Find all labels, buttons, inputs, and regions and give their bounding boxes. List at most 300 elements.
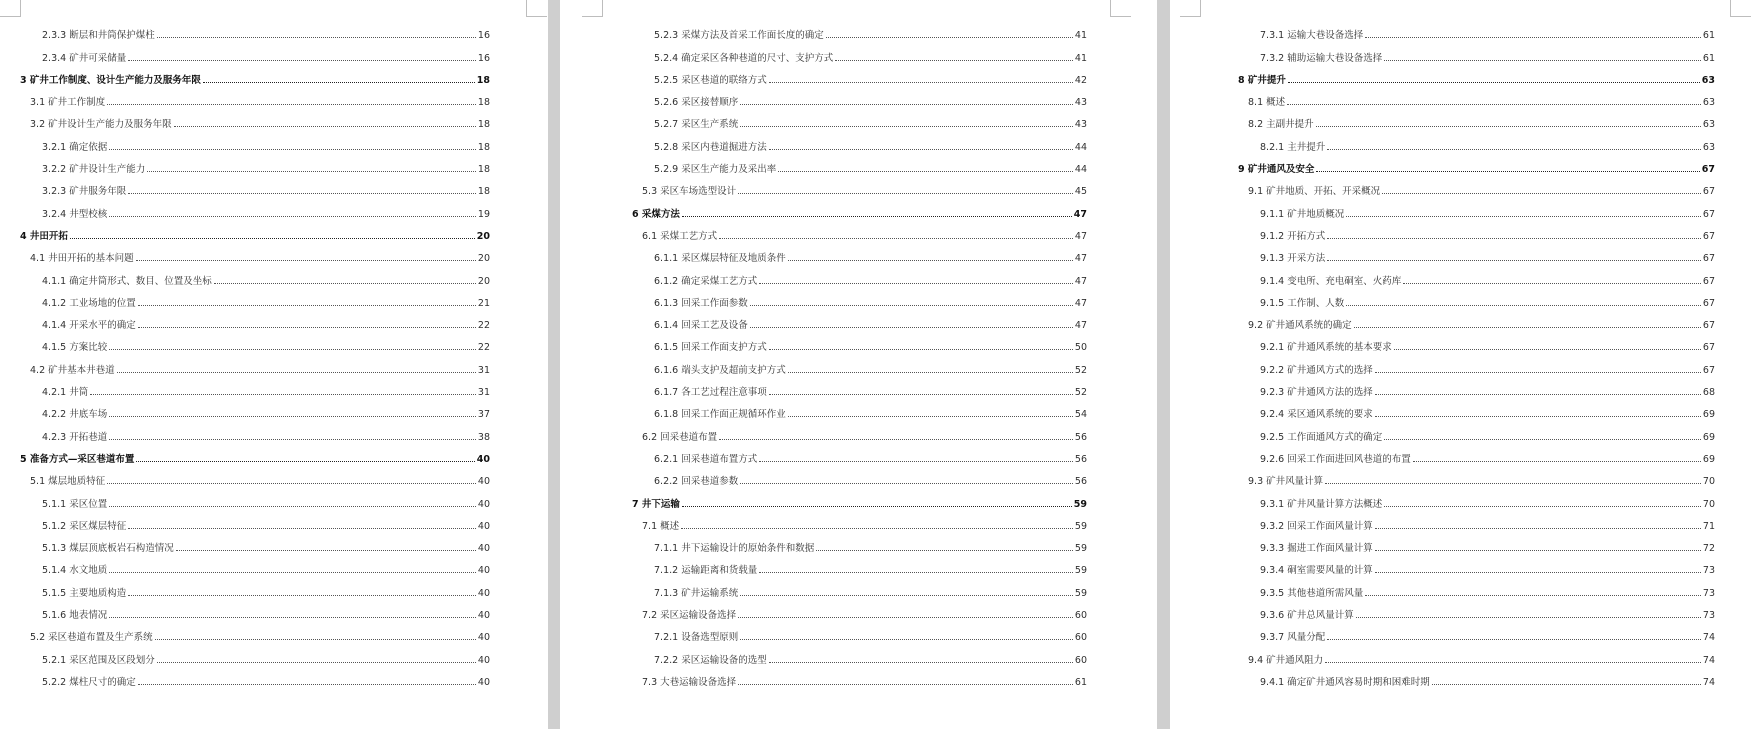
toc-entry-page-number: 31 (477, 364, 490, 376)
toc-entry[interactable] (632, 134, 1087, 156)
toc-dot-leader (176, 550, 476, 551)
toc-entry-page-number: 20 (477, 275, 490, 287)
toc-entry[interactable] (632, 580, 1087, 602)
toc-entry-page-number: 68 (1702, 387, 1715, 399)
toc-dot-leader (128, 193, 476, 194)
toc-entry-page-number: 18 (477, 141, 490, 153)
toc-dot-leader (1288, 82, 1700, 83)
toc-dot-leader (681, 528, 1073, 529)
toc-dot-leader (682, 506, 1072, 507)
toc-dot-leader (738, 684, 1073, 685)
toc-entry-page-number: 40 (477, 632, 490, 644)
toc-entry-page-number: 22 (477, 320, 490, 332)
toc-entry-page-number: 21 (477, 297, 490, 309)
toc-entry-title: 5.2.4 确定采区各种巷道的尺寸、支护方式 (654, 52, 834, 64)
toc-dot-leader (826, 37, 1073, 38)
toc-entry-page-number: 59 (1074, 520, 1087, 532)
toc-entry-page-number: 67 (1702, 320, 1715, 332)
toc-entry-page-number: 40 (477, 565, 490, 577)
toc-entry-page-number: 37 (477, 409, 490, 421)
toc-entry-title: 6.1 采煤工艺方式 (642, 230, 718, 242)
toc-entry-title: 9.1.1 矿井地质概况 (1260, 208, 1345, 220)
toc-entry-page-number: 40 (477, 520, 490, 532)
toc-entry[interactable] (1238, 179, 1715, 201)
toc-dot-leader (1346, 216, 1701, 217)
toc-dot-leader (682, 216, 1072, 217)
toc-entry-page-number: 52 (1074, 387, 1087, 399)
toc-dot-leader (1327, 149, 1701, 150)
toc-entry[interactable] (20, 291, 490, 313)
toc-entry-page-number: 31 (477, 387, 490, 399)
toc-dot-leader (157, 662, 476, 663)
toc-entry[interactable] (632, 491, 1087, 513)
toc-entry-page-number: 61 (1702, 30, 1715, 42)
toc-entry-title: 5.2.3 采煤方法及首采工作面长度的确定 (654, 30, 824, 42)
toc-entry-page-number: 22 (477, 342, 490, 354)
toc-entry[interactable] (632, 268, 1087, 290)
toc-entry-title: 3.2.2 矿井设计生产能力 (42, 164, 146, 176)
toc-entry[interactable] (632, 224, 1087, 246)
page-corner-mark (1730, 0, 1751, 17)
toc-entry[interactable] (1238, 670, 1715, 692)
toc-entry-page-number: 56 (1074, 453, 1087, 465)
toc-entry-title: 5.2.1 采区范围及区段划分 (42, 654, 155, 666)
toc-entry-title: 3 矿井工作制度、设计生产能力及服务年限 (20, 74, 201, 86)
toc-entry[interactable] (632, 536, 1087, 558)
toc-entry-page-number: 47 (1074, 275, 1087, 287)
toc-entry[interactable] (632, 402, 1087, 424)
toc-entry[interactable] (1238, 201, 1715, 223)
toc-entry-page-number: 74 (1702, 632, 1715, 644)
toc-entry-page-number: 43 (1074, 119, 1087, 131)
toc-entry-title: 6.1.2 确定采煤工艺方式 (654, 275, 758, 287)
toc-dot-leader (719, 238, 1073, 239)
toc-entry[interactable] (20, 179, 490, 201)
toc-dot-leader (788, 260, 1073, 261)
toc-entry-title: 9.1.2 开拓方式 (1260, 230, 1326, 242)
toc-entry[interactable] (20, 580, 490, 602)
page-corner-mark (1180, 0, 1201, 17)
toc-entry[interactable] (1238, 514, 1715, 536)
toc-entry-page-number: 44 (1074, 164, 1087, 176)
toc-entry-page-number: 69 (1702, 409, 1715, 421)
toc-entry[interactable] (20, 45, 490, 67)
toc-dot-leader (1327, 238, 1701, 239)
toc-entry-page-number: 72 (1702, 543, 1715, 555)
toc-dot-leader (1413, 461, 1701, 462)
toc-entry-page-number: 61 (1702, 52, 1715, 64)
toc-entry-page-number: 40 (477, 587, 490, 599)
toc-entry[interactable] (1238, 268, 1715, 290)
toc-dot-leader (109, 617, 476, 618)
toc-dot-leader (1365, 595, 1701, 596)
toc-dot-leader (109, 572, 476, 573)
toc-dot-leader (750, 305, 1073, 306)
toc-entry[interactable] (20, 558, 490, 580)
toc-entry-title: 9.3.2 回采工作面风量计算 (1260, 520, 1373, 532)
toc-entry[interactable] (1238, 469, 1715, 491)
toc-entry[interactable] (632, 447, 1087, 469)
toc-dot-leader (1316, 171, 1699, 172)
toc-dot-leader (1356, 617, 1701, 618)
toc-entry-page-number: 18 (477, 164, 490, 176)
toc-entry-title: 5.2.7 采区生产系统 (654, 119, 739, 131)
toc-entry-title: 3.2.3 矿井服务年限 (42, 186, 127, 198)
toc-entry[interactable] (20, 402, 490, 424)
toc-entry-page-number: 41 (1074, 52, 1087, 64)
toc-entry-title: 9.3.1 矿井风量计算方法概述 (1260, 498, 1383, 510)
toc-entry[interactable] (1238, 246, 1715, 268)
toc-entry-page-number: 74 (1702, 676, 1715, 688)
toc-entry-page-number: 73 (1702, 587, 1715, 599)
toc-entry[interactable] (20, 536, 490, 558)
toc-dot-leader (738, 193, 1073, 194)
toc-dot-leader (1375, 572, 1701, 573)
document-page-1 (0, 0, 548, 729)
toc-entry-page-number: 69 (1702, 431, 1715, 443)
toc-entry[interactable] (20, 313, 490, 335)
toc-dot-leader (1354, 327, 1701, 328)
toc-entry-title: 5.1.2 采区煤层特征 (42, 520, 127, 532)
toc-entry-page-number: 67 (1702, 253, 1715, 265)
toc-entry-title: 9.3.3 掘进工作面风量计算 (1260, 543, 1373, 555)
toc-entry-page-number: 18 (476, 74, 490, 86)
toc-entry[interactable] (632, 625, 1087, 647)
toc-entry[interactable] (632, 291, 1087, 313)
toc-dot-leader (759, 283, 1073, 284)
toc-entry-title: 4.1.4 开采水平的确定 (42, 320, 136, 332)
toc-entry-title: 9.2.1 矿井通风系统的基本要求 (1260, 342, 1392, 354)
toc-entry[interactable] (1238, 157, 1715, 179)
toc-entry[interactable] (1238, 402, 1715, 424)
toc-entry[interactable] (1238, 380, 1715, 402)
toc-entry[interactable] (632, 179, 1087, 201)
toc-entry-page-number: 69 (1702, 453, 1715, 465)
toc-entry[interactable] (632, 201, 1087, 223)
toc-entry-page-number: 56 (1074, 431, 1087, 443)
toc-list (20, 23, 490, 692)
toc-entry-title: 6.1.8 回采工作面正规循环作业 (654, 409, 786, 421)
toc-entry[interactable] (1238, 603, 1715, 625)
toc-entry-title: 6.2 回采巷道布置 (642, 431, 718, 443)
toc-dot-leader (109, 439, 476, 440)
toc-entry-title: 7.3.2 辅助运输大巷设备选择 (1260, 52, 1383, 64)
toc-entry-page-number: 47 (1074, 320, 1087, 332)
toc-entry[interactable] (20, 90, 490, 112)
toc-entry[interactable] (632, 45, 1087, 67)
toc-dot-leader (816, 550, 1073, 551)
toc-entry[interactable] (632, 246, 1087, 268)
toc-entry[interactable] (632, 469, 1087, 491)
toc-entry[interactable] (20, 23, 490, 45)
toc-dot-leader (1375, 550, 1701, 551)
toc-entry-page-number: 16 (477, 30, 490, 42)
page-corner-mark (0, 0, 21, 17)
toc-entry-title: 9.1.4 变电所、充电硐室、火药库 (1260, 275, 1402, 287)
toc-dot-leader (136, 461, 474, 462)
toc-entry-page-number: 44 (1074, 141, 1087, 153)
toc-entry-page-number: 59 (1074, 543, 1087, 555)
toc-entry[interactable] (20, 424, 490, 446)
toc-dot-leader (109, 416, 476, 417)
toc-entry-page-number: 61 (1074, 676, 1087, 688)
toc-dot-leader (1325, 662, 1701, 663)
toc-entry[interactable] (20, 157, 490, 179)
toc-entry[interactable] (1238, 134, 1715, 156)
toc-entry[interactable] (632, 313, 1087, 335)
toc-dot-leader (1375, 372, 1701, 373)
toc-entry-page-number: 43 (1074, 97, 1087, 109)
toc-entry[interactable] (20, 246, 490, 268)
toc-dot-leader (740, 126, 1073, 127)
toc-entry-title: 2.3.4 矿井可采储量 (42, 52, 127, 64)
toc-dot-leader (759, 461, 1073, 462)
toc-dot-leader (155, 639, 476, 640)
toc-entry-title: 4.2.2 井底车场 (42, 409, 108, 421)
toc-entry-title: 9.1.5 工作制、人数 (1260, 297, 1345, 309)
toc-dot-leader (109, 149, 476, 150)
toc-dot-leader (740, 104, 1073, 105)
page-corner-mark (1110, 0, 1131, 17)
toc-entry[interactable] (632, 514, 1087, 536)
toc-dot-leader (740, 483, 1073, 484)
toc-entry-page-number: 40 (477, 610, 490, 622)
toc-entry-page-number: 73 (1702, 565, 1715, 577)
toc-entry-page-number: 67 (1702, 342, 1715, 354)
toc-entry-page-number: 16 (477, 52, 490, 64)
toc-dot-leader (1327, 260, 1701, 261)
toc-entry-title: 9.3.4 硐室需要风量的计算 (1260, 565, 1373, 577)
toc-entry[interactable] (1238, 491, 1715, 513)
toc-dot-leader (1375, 394, 1701, 395)
toc-entry-page-number: 67 (1702, 275, 1715, 287)
toc-entry-title: 3.1 矿井工作制度 (30, 97, 106, 109)
toc-entry-page-number: 67 (1702, 186, 1715, 198)
toc-entry-title: 3.2 矿井设计生产能力及服务年限 (30, 119, 172, 131)
toc-entry-page-number: 60 (1074, 610, 1087, 622)
toc-entry-title: 7.2.2 采区运输设备的选型 (654, 654, 767, 666)
toc-entry[interactable] (20, 224, 490, 246)
toc-entry[interactable] (1238, 291, 1715, 313)
toc-entry-title: 9.3.7 风量分配 (1260, 632, 1326, 644)
toc-dot-leader (769, 394, 1073, 395)
toc-entry-title: 9.2.6 回采工作面进回风巷道的布置 (1260, 453, 1411, 465)
toc-dot-leader (109, 506, 476, 507)
toc-entry[interactable] (632, 380, 1087, 402)
toc-entry[interactable] (20, 335, 490, 357)
toc-entry[interactable] (1238, 45, 1715, 67)
toc-entry-title: 9.2.2 矿井通风方式的选择 (1260, 364, 1373, 376)
toc-entry-page-number: 52 (1074, 364, 1087, 376)
toc-entry[interactable] (20, 357, 490, 379)
toc-dot-leader (740, 639, 1073, 640)
toc-entry[interactable] (20, 380, 490, 402)
toc-entry[interactable] (20, 491, 490, 513)
toc-entry-title: 6.2.2 回采巷道参数 (654, 476, 739, 488)
toc-entry-page-number: 54 (1074, 409, 1087, 421)
toc-entry-page-number: 40 (477, 676, 490, 688)
toc-entry[interactable] (20, 469, 490, 491)
toc-dot-leader (1287, 104, 1701, 105)
toc-entry-title: 9.2.4 采区通风系统的要求 (1260, 409, 1373, 421)
toc-dot-leader (138, 327, 476, 328)
toc-entry-page-number: 40 (477, 476, 490, 488)
toc-entry[interactable] (20, 625, 490, 647)
toc-dot-leader (769, 349, 1073, 350)
toc-entry[interactable] (632, 670, 1087, 692)
toc-entry-title: 5.1.4 水文地质 (42, 565, 108, 577)
toc-entry-title: 6.1.6 端头支护及超前支护方式 (654, 364, 786, 376)
toc-dot-leader (740, 595, 1073, 596)
toc-entry-title: 5.1.3 煤层顶底板岩石构造情况 (42, 543, 174, 555)
toc-entry-title: 5.2.5 采区巷道的联络方式 (654, 74, 767, 86)
toc-entry-title: 9.1 矿井地质、开拓、开采概况 (1248, 186, 1381, 198)
toc-dot-leader (128, 595, 476, 596)
toc-entry-title: 9 矿井通风及安全 (1238, 164, 1315, 176)
toc-entry-page-number: 40 (476, 453, 490, 465)
toc-entry-page-number: 20 (476, 230, 490, 242)
toc-entry[interactable] (1238, 447, 1715, 469)
toc-entry[interactable] (20, 670, 490, 692)
toc-dot-leader (107, 483, 476, 484)
toc-entry[interactable] (1238, 558, 1715, 580)
toc-dot-leader (719, 439, 1073, 440)
toc-entry-page-number: 67 (1702, 208, 1715, 220)
toc-entry[interactable] (1238, 424, 1715, 446)
toc-entry[interactable] (632, 647, 1087, 669)
toc-dot-leader (750, 327, 1073, 328)
toc-entry-page-number: 19 (477, 208, 490, 220)
toc-entry-title: 9.2 矿井通风系统的确定 (1248, 320, 1352, 332)
toc-entry[interactable] (20, 603, 490, 625)
toc-entry[interactable] (20, 201, 490, 223)
toc-entry[interactable] (1238, 625, 1715, 647)
toc-entry-title: 7.1.3 矿井运输系统 (654, 587, 739, 599)
toc-dot-leader (1384, 439, 1701, 440)
toc-entry-title: 5 准备方式—采区巷道布置 (20, 453, 135, 465)
toc-entry-page-number: 38 (477, 431, 490, 443)
toc-dot-leader (136, 260, 476, 261)
toc-entry[interactable] (632, 603, 1087, 625)
toc-entry[interactable] (20, 447, 490, 469)
toc-dot-leader (128, 60, 476, 61)
toc-entry-page-number: 47 (1074, 253, 1087, 265)
toc-entry-title: 8.2 主副井提升 (1248, 119, 1314, 131)
toc-dot-leader (147, 171, 476, 172)
toc-dot-leader (1325, 483, 1701, 484)
toc-entry[interactable] (20, 514, 490, 536)
toc-entry[interactable] (1238, 647, 1715, 669)
toc-entry-title: 5.2.9 采区生产能力及采出率 (654, 164, 777, 176)
toc-dot-leader (1384, 506, 1701, 507)
toc-entry-page-number: 18 (477, 97, 490, 109)
toc-dot-leader (1432, 684, 1701, 685)
toc-entry-page-number: 63 (1702, 97, 1715, 109)
toc-entry[interactable] (20, 647, 490, 669)
page-corner-mark (582, 0, 603, 17)
toc-dot-leader (117, 372, 476, 373)
toc-entry-page-number: 47 (1074, 230, 1087, 242)
toc-dot-leader (1382, 193, 1701, 194)
toc-entry-title: 6.2.1 回采巷道布置方式 (654, 453, 758, 465)
toc-entry-title: 4.1 井田开拓的基本问题 (30, 253, 134, 265)
toc-entry[interactable] (1238, 90, 1715, 112)
toc-entry-page-number: 67 (1702, 364, 1715, 376)
toc-entry[interactable] (632, 90, 1087, 112)
toc-entry-page-number: 18 (477, 119, 490, 131)
toc-entry-page-number: 67 (1701, 164, 1715, 176)
toc-dot-leader (769, 82, 1073, 83)
toc-list (632, 23, 1087, 692)
toc-dot-leader (1394, 349, 1701, 350)
toc-entry-title: 5.2 采区巷道布置及生产系统 (30, 632, 153, 644)
toc-entry[interactable] (1238, 335, 1715, 357)
toc-dot-leader (90, 394, 476, 395)
toc-entry-page-number: 56 (1074, 476, 1087, 488)
toc-entry-title: 6.1.5 回采工作面支护方式 (654, 342, 767, 354)
toc-dot-leader (138, 684, 476, 685)
toc-entry[interactable] (632, 68, 1087, 90)
toc-entry[interactable] (1238, 224, 1715, 246)
toc-entry-title: 6.1.4 回采工艺及设备 (654, 320, 748, 332)
toc-entry-title: 5.3 采区车场选型设计 (642, 186, 737, 198)
toc-entry-title: 4 井田开拓 (20, 230, 68, 242)
toc-entry[interactable] (20, 268, 490, 290)
toc-entry[interactable] (632, 357, 1087, 379)
toc-entry[interactable] (632, 112, 1087, 134)
toc-entry-title: 9.2.3 矿井通风方法的选择 (1260, 387, 1373, 399)
toc-entry[interactable] (1238, 23, 1715, 45)
toc-entry-title: 7.1.1 井下运输设计的原始条件和数据 (654, 543, 815, 555)
toc-entry-title: 2.3.3 断层和井筒保护煤柱 (42, 30, 155, 42)
toc-entry-page-number: 20 (477, 253, 490, 265)
toc-entry[interactable] (632, 157, 1087, 179)
toc-dot-leader (138, 305, 476, 306)
toc-entry-page-number: 40 (477, 654, 490, 666)
toc-entry-title: 5.2.6 采区接替顺序 (654, 97, 739, 109)
toc-entry-page-number: 60 (1074, 654, 1087, 666)
toc-entry-title: 7.2.1 设备选型原则 (654, 632, 739, 644)
toc-entry-title: 5.2.2 煤柱尺寸的确定 (42, 676, 136, 688)
toc-entry[interactable] (20, 68, 490, 90)
toc-dot-leader (1346, 305, 1701, 306)
toc-dot-leader (1375, 416, 1701, 417)
toc-entry-title: 5.2.8 采区内巷道掘进方法 (654, 141, 767, 153)
toc-entry[interactable] (20, 112, 490, 134)
toc-entry-title: 4.1.2 工业场地的位置 (42, 297, 136, 309)
toc-entry[interactable] (1238, 68, 1715, 90)
toc-entry[interactable] (632, 558, 1087, 580)
toc-entry-title: 7.2 采区运输设备选择 (642, 610, 737, 622)
toc-dot-leader (203, 82, 475, 83)
document-page-3 (1170, 0, 1755, 729)
toc-entry[interactable] (20, 134, 490, 156)
toc-entry[interactable] (632, 335, 1087, 357)
toc-entry[interactable] (1238, 580, 1715, 602)
toc-dot-leader (109, 349, 476, 350)
toc-entry[interactable] (632, 23, 1087, 45)
toc-entry-page-number: 41 (1074, 30, 1087, 42)
toc-dot-leader (70, 238, 475, 239)
toc-entry[interactable] (1238, 536, 1715, 558)
toc-entry[interactable] (1238, 112, 1715, 134)
toc-entry-title: 5.1.5 主要地质构造 (42, 587, 127, 599)
toc-entry[interactable] (1238, 313, 1715, 335)
toc-entry[interactable] (1238, 357, 1715, 379)
toc-dot-leader (769, 149, 1073, 150)
toc-entry[interactable] (632, 424, 1087, 446)
toc-entry-title: 9.3 矿井风量计算 (1248, 476, 1324, 488)
